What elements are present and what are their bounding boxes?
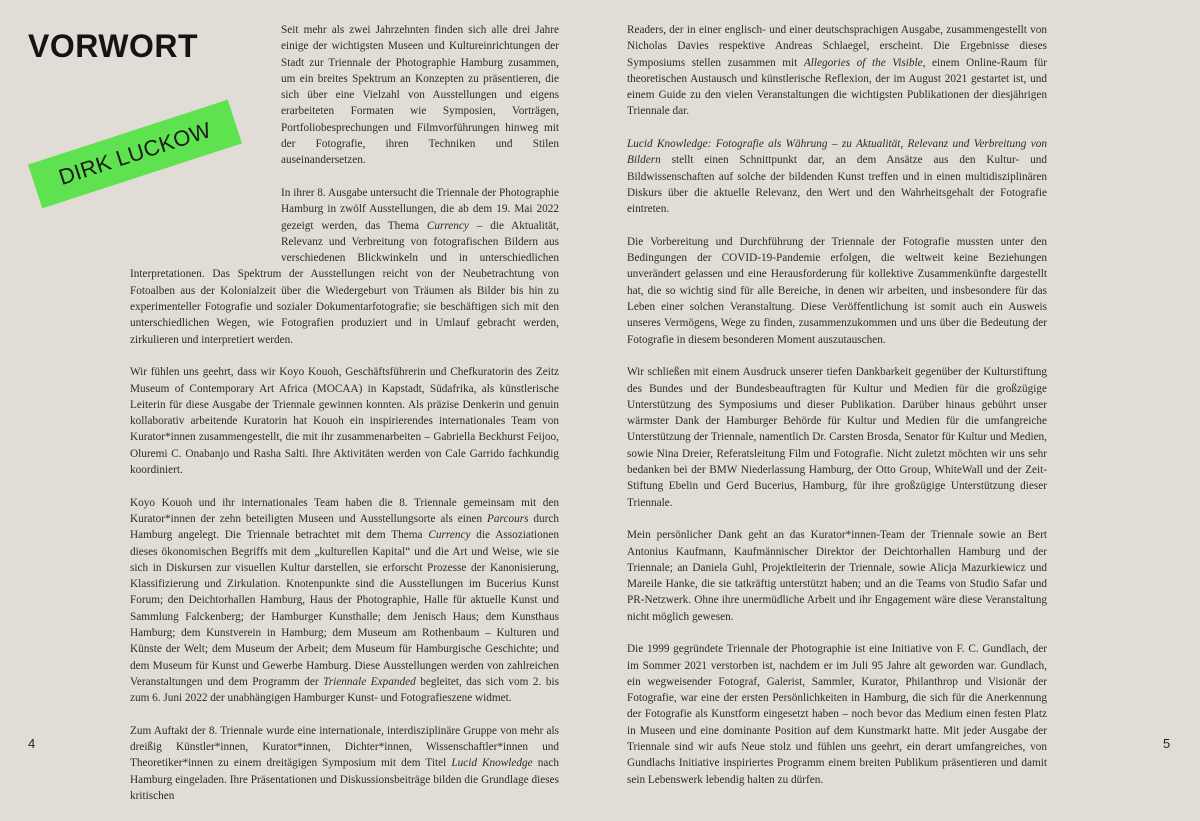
paragraph: Die Vorbereitung und Durchführung der Triennale der Fotografie mussten unter den Bedingungen der COVID-19-Pandemie erfolgen, die weltweit keine Beziehungen unverändert gelassen und eine Herausforderung für kollektive Zusammenkünfte dargestellt hat, die so wichtig sind für alle Bereiche, in denen wir arbeiten, und insbesondere für das Leben einer solchen Veranstaltung. Diese Veröffentlichung ist somit auch ein Ausweis unseres Vermögens, Wege zu finden, zusammenzukommen und uns über die Bedeutung der Fotografie in diesem besonderen Moment auszutauschen. (627, 235, 1047, 346)
author-badge: DIRK LUCKOW (28, 100, 242, 209)
paragraph: Wir fühlen uns geehrt, dass wir Koyo Kouoh, Geschäftsführerin und Chefkuratorin des Zeitz Museum of Contemporary Art Africa (MOCAA) in Kapstadt, Südafrika, als künstlerische Leiterin für diese Ausgabe der Triennale gewinnen konnten. Als präzise Denkerin und genuin kollaborativ arbeitende Kuratorin hat Kouoh ein inspirierendes internationales Team von Kurator*innen zusammengestellt, die mit ihr zusammenarbeiten – Gabriella Beckhurst Feijoo, Oluremi C. Onabanjo und Rasha Salti. Ihre Aktivitäten werden von Cale Garrido fachkundig koordiniert. (130, 366, 559, 477)
paragraph: In ihrer 8. Ausgabe untersucht die Triennale der Photographie Hamburg in zwölf Ausstellungen, die ab dem 19. Mai 2022 gezeigt werden, das Thema Currency – die Aktualität, Relevanz und Verbreitung von fotografischen Bildern aus verschiedenen Blickwinkeln und in unterschiedlichen Interpretationen. Das Spektrum der Ausstellungen reicht von der Neubetrachtung von Fotoalben aus der Kolonialzeit über die Wiedergeburt von Träumen als Bilder bis hin zu experimenteller Fotografie und sozialer Dokumentarfotografie; sie beschäftigen sich mit den unterschiedlichen Wegen, wie Fotografien produziert und in Umlauf gebracht werden, zirkulieren und interpretiert werden. (130, 186, 559, 346)
paragraph: Seit mehr als zwei Jahrzehnten finden sich alle drei Jahre einige der wichtigsten Museen und Kultureinrichtungen der Stadt zur Triennale der Photographie Hamburg zusammen, um ein breites Spektrum an Konzepten zu präsentieren, die sich über eine Vielzahl von Ausstellungen und eigens erarbeiteten Formaten wie Symposien, Vorträgen, Portfoliobesprechungen und Filmvorführungen hinweg mit der Fotografie, ihren Techniken und Stilen auseinandersetzen. (281, 24, 559, 167)
paragraph: Wir schließen mit einem Ausdruck unserer tiefen Dankbarkeit gegenüber der Kulturstiftung des Bundes und der Bundesbeauftragten für Kultur und Medien für die großzügige Unterstützung des Symposiums und dieser Publikation. Darüber hinaus gebührt unser wärmster Dank der Hamburger Behörde für Kultur und Medien für die umfangreiche Unterstützung der Triennale, namentlich Dr. Carsten Brosda, Senator für Kultur und Medien, sowie Nina Dreier, Referatsleitung Film und Fotografie. Nicht zuletzt möchten wir uns sehr bedanken bei der BMW Niederlassung Hamburg, der Otto Group, WhiteWall und der Zeit-Stiftung Ebelin und Gerd Bucerius, Hamburg, für ihre großzügige Unterstützung dieser Triennale. (627, 366, 1047, 509)
paragraph: Koyo Kouoh und ihr internationales Team haben die 8. Triennale gemeinsam mit den Kurator*innen der zehn beteiligten Museen und Ausstellungsorte als einen Parcours durch Hamburg angelegt. Die Triennale betrachtet mit dem Thema Currency die Assoziationen dieses ökonomischen Begriffs mit dem „kulturellen Kapital“ und die Art und Weise, wie sie sich in Diskursen zur visuellen Kultur darstellen, sie erforscht Prozesse der Kanonisierung, Klassifizierung und Zirkulation. Knotenpunkte sind die Ausstellungen im Bucerius Kunst Forum; den Deichtorhallen Hamburg, Haus der Photographie, Halle für aktuelle Kunst und Sammlung Falckenberg; der Hamburger Kunsthalle; dem Jenisch Haus; dem Kunsthaus Hamburg; dem Kunstverein in Hamburg; dem Museum am Rothenbaum – Kulturen und Künste der Welt; dem Museum der Arbeit; dem Museum für Hamburgische Geschichte; und dem Museum für Kunst und Gewerbe Hamburg. Diese Ausstellungen werden von zahlreichen Veranstaltungen und dem Programm der Triennale Expanded begleitet, das sich vom 2. bis zum 6. Juni 2022 der unabhängigen Hamburger Kunst- und Fotografieszene widmet. (130, 496, 559, 705)
paragraph: Zum Auftakt der 8. Triennale wurde eine internationale, interdisziplinäre Gruppe von mehr als dreißig Künstler*innen, Kurator*innen, Dichter*innen, Wissenschaftler*innen und Theoretiker*innen zu einem dreitägigen Symposium mit dem Titel Lucid Knowledge nach Hamburg eingeladen. Ihre Präsentationen und Diskussionsbeiträge bilden die Grundlage dieses kritischen (130, 724, 559, 802)
right-column (627, 22, 1047, 804)
page-number-right: 5 (1163, 736, 1171, 751)
float-spacer (130, 22, 281, 266)
page-title: VORWORT (28, 28, 199, 64)
paragraph: Readers, der in einer englisch- und einer deutschsprachigen Ausgabe, zusammengestellt von Nicholas Davies respektive Andreas Schlaegel, erscheint. Die Ergebnisse dieses Symposiums stellen zusammen mit Allegories of the Visible, einem Online-Raum für theoretischen Austausch und künstlerische Reflexion, der im August 2021 gestartet ist, und einem Guide zu den vielen Veranstaltungen die wichtigsten Publikationen der diesjährigen Triennale dar. (627, 24, 1047, 118)
paragraph: Die 1999 gegründete Triennale der Photographie ist eine Initiative von F. C. Gundlach, der im Sommer 2021 verstorben ist, nachdem er im Juli 95 Jahre alt geworden war. Gundlach, ein wegweisender Fotograf, Galerist, Sammler, Kurator, Philanthrop und Visionär der Fotografie, war eine der ersten Persönlichkeiten in Hamburg, die sich für die Anerkennung der Fotografie als Kunstform eingesetzt haben – noch bevor das Medium einen festen Platz in Museen und eine dominante Position auf dem Kunstmarkt hatte. Mit jeder Ausgabe der Triennale sind wir aufs Neue stolz und fühlen uns geehrt, ein derart umfangreiches, von Gundlachs Initiative inspiriertes Programm einem breiten Publikum präsentieren und damit sein Lebenswerk lebendig halten zu dürfen. (627, 643, 1047, 786)
page-number-left: 4 (28, 736, 36, 751)
left-column (130, 22, 559, 821)
paragraph: Mein persönlicher Dank geht an das Kurator*innen-Team der Triennale sowie an Bert Antonius Kaufmann, Kaufmännischer Direktor der Deichtorhallen Hamburg und der Triennale; an Daniela Guhl, Projektleiterin der Triennale, sowie Alicja Mazurkiewicz und Mareile Hanke, die sie tatkräftig unterstützt haben; und an die Teams von Studio Safar und PR-Netzwerk. Ohne ihre unermüdliche Arbeit und ihr Engagement wäre diese Veranstaltung nicht möglich gewesen. (627, 529, 1047, 623)
paragraph: Lucid Knowledge: Fotografie als Währung – zu Aktualität, Relevanz und Verbreitung von Bildern stellt einen Schnittpunkt dar, an dem Ansätze aus den Kultur- und Bildwissenschaften auf solche der bildenden Kunst treffen und in einen multidisziplinären Diskurs über die aktuelle Relevanz, den Wert und den Wahrheitsgehalt der Fotografie eintreten. (627, 138, 1047, 216)
